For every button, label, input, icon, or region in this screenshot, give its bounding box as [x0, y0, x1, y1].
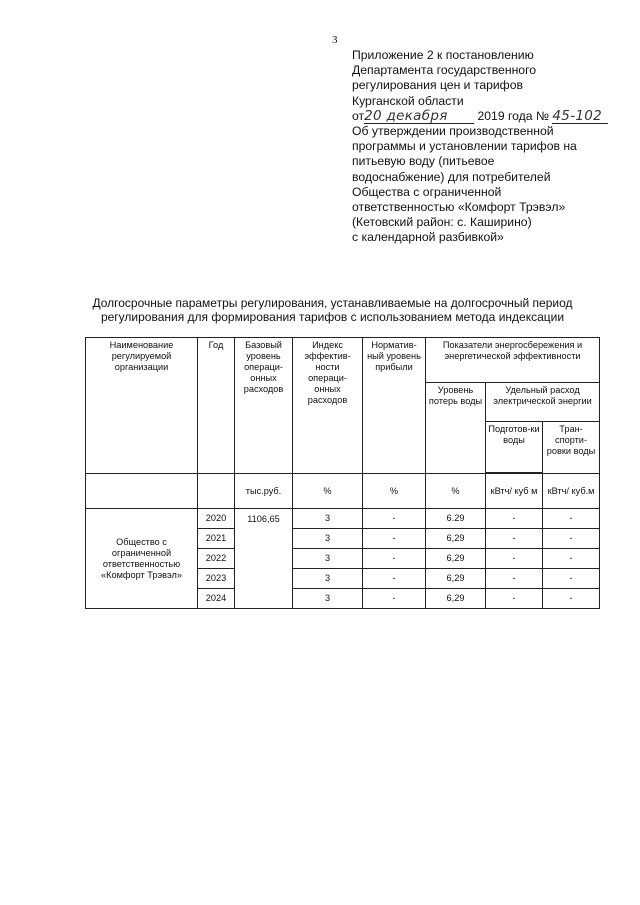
cell-loss: 6.29: [426, 509, 486, 529]
cell-profit: -: [363, 529, 426, 549]
appendix-line: Департамента государственного: [352, 63, 537, 78]
unit-loss: %: [426, 474, 486, 509]
cell-year: 2020: [198, 509, 235, 529]
date-prefix: от: [352, 108, 365, 123]
appendix-header: [352, 48, 622, 246]
appendix-line: с календарной разбивкой»: [352, 230, 504, 245]
cell-index: 3: [293, 529, 363, 549]
header-transport: Тран-спорти-ровки воды: [543, 422, 600, 474]
document-title: [60, 296, 605, 324]
unit-transport: кВтч/ куб.м: [543, 474, 600, 509]
base-value: 1106,65: [235, 509, 293, 609]
cell-loss: 6,29: [426, 529, 486, 549]
cell-index: 3: [293, 569, 363, 589]
unit-year: [198, 474, 235, 509]
cell-index: 3: [293, 549, 363, 569]
cell-year: 2024: [198, 589, 235, 609]
unit-profit: %: [363, 474, 426, 509]
cell-prep: -: [486, 569, 543, 589]
page-number: 3: [332, 34, 338, 46]
organization-name: Общество с ограниченной ответственностью «Комфорт Трэвэл»: [86, 509, 198, 609]
handwritten-number: 45-102: [552, 110, 608, 124]
cell-transport: -: [543, 529, 600, 549]
appendix-line: регулирования цен и тарифов: [352, 78, 523, 93]
title-line: регулирования для формирования тарифов с использованием метода индексации: [100, 310, 565, 324]
handwritten-date: 20 декабря: [364, 110, 474, 124]
cell-transport: -: [543, 589, 600, 609]
cell-transport: -: [543, 549, 600, 569]
title-line: Долгосрочные параметры регулирования, устанавливаемые на долгосрочный период: [92, 296, 573, 310]
appendix-line: Курганской области: [352, 93, 464, 108]
header-index: Индекс эффектив-ности операци-онных расходов: [293, 338, 363, 474]
cell-year: 2021: [198, 529, 235, 549]
header-profit: Норматив-ный уровень прибыли: [363, 338, 426, 474]
cell-prep: -: [486, 509, 543, 529]
cell-year: 2023: [198, 569, 235, 589]
cell-profit: -: [363, 509, 426, 529]
cell-year: 2022: [198, 549, 235, 569]
cell-index: 3: [293, 589, 363, 609]
cell-prep: -: [486, 589, 543, 609]
cell-profit: -: [363, 549, 426, 569]
unit-prep: кВтч/ куб м: [486, 474, 543, 509]
appendix-line: Об утверждении производственной: [352, 124, 554, 139]
appendix-line: Общества с ограниченной: [352, 184, 502, 199]
cell-loss: 6,29: [426, 549, 486, 569]
cell-loss: 6,29: [426, 589, 486, 609]
appendix-date-line: [352, 109, 622, 124]
unit-index: %: [293, 474, 363, 509]
appendix-line: питьевую воду (питьевое: [352, 154, 495, 169]
appendix-line: (Кетовский район: с. Каширино): [352, 215, 532, 230]
cell-prep: -: [486, 529, 543, 549]
appendix-line: водоснабжение) для потребителей: [352, 169, 551, 184]
header-energy-group: Показатели энергосбережения и энергетической эффективности: [426, 338, 600, 383]
cell-loss: 6,29: [426, 569, 486, 589]
unit-base: тыс.руб.: [235, 474, 293, 509]
cell-profit: -: [363, 569, 426, 589]
header-base: Базовый уровень операци-онных расходов: [235, 338, 293, 474]
unit-org: [86, 474, 198, 509]
table-row: [86, 509, 600, 529]
header-specific: Удельный расход электрической энергии: [486, 383, 600, 422]
cell-prep: -: [486, 549, 543, 569]
header-loss: Уровень потерь воды: [426, 383, 486, 474]
appendix-line: программы и установлении тарифов на: [352, 139, 577, 154]
year-text: 2019 года №: [477, 108, 550, 123]
appendix-line: Приложение 2 к постановлению: [352, 48, 534, 62]
appendix-line: ответственностью «Комфорт Трэвэл»: [352, 200, 566, 215]
cell-transport: -: [543, 509, 600, 529]
cell-transport: -: [543, 569, 600, 589]
cell-profit: -: [363, 589, 426, 609]
header-org: Наименование регулируемой организации: [86, 338, 198, 474]
header-prep: Подготов-ки воды: [486, 422, 543, 473]
cell-index: 3: [293, 509, 363, 529]
parameters-table: [85, 337, 600, 609]
header-year: Год: [198, 338, 235, 474]
